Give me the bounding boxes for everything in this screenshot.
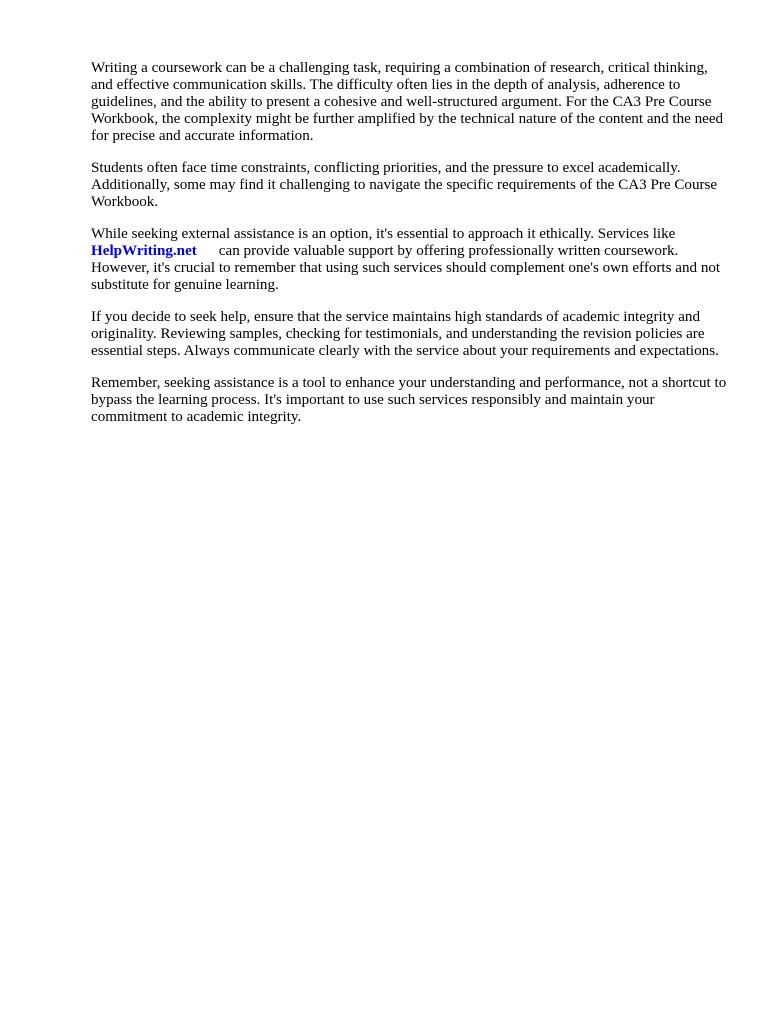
paragraph-constraints: Students often face time constraints, conflicting priorities, and the pressure to excel academically. Additionally, some may find it challenging to navigate the specific requirements of the CA3 Pre Course Workbook. — [91, 160, 718, 210]
paragraph-remember: Remember, seeking assistance is a tool to enhance your understanding and performance, not a shortcut to bypass the learning process. It's important to use such services responsibly and maintain your commitment to academic integrity. — [91, 375, 727, 425]
paragraph-intro: Writing a coursework can be a challenging task, requiring a combination of research, critical thinking, and effective communication skills. The difficulty often lies in the depth of analysis, adherence to guidelines, and the ability to present a cohesive and well-structured argument. For the CA3 Pre Course Workbook, the complexity might be further amplified by the technical nature of the content and the need for precise and accurate information. — [91, 60, 724, 144]
document-page — [91, 60, 731, 441]
paragraph-assistance — [91, 226, 731, 294]
helpwriting-link[interactable]: HelpWriting.net — [91, 243, 197, 259]
paragraph-assistance-lead: While seeking external assistance is an option, it's essential to approach it ethically. Services like — [91, 226, 676, 242]
paragraph-assistance-rest: can provide valuable support by offering professionally written coursework. However, it's crucial to remember that using such services should complement one's own efforts and not substitute for genuine learning. — [91, 243, 721, 293]
paragraph-integrity: If you decide to seek help, ensure that the service maintains high standards of academic integrity and originality. Reviewing samples, checking for testimonials, and understanding the revision policies are essential steps. Always communicate clearly with the service about your requirements and expectations. — [91, 309, 719, 359]
